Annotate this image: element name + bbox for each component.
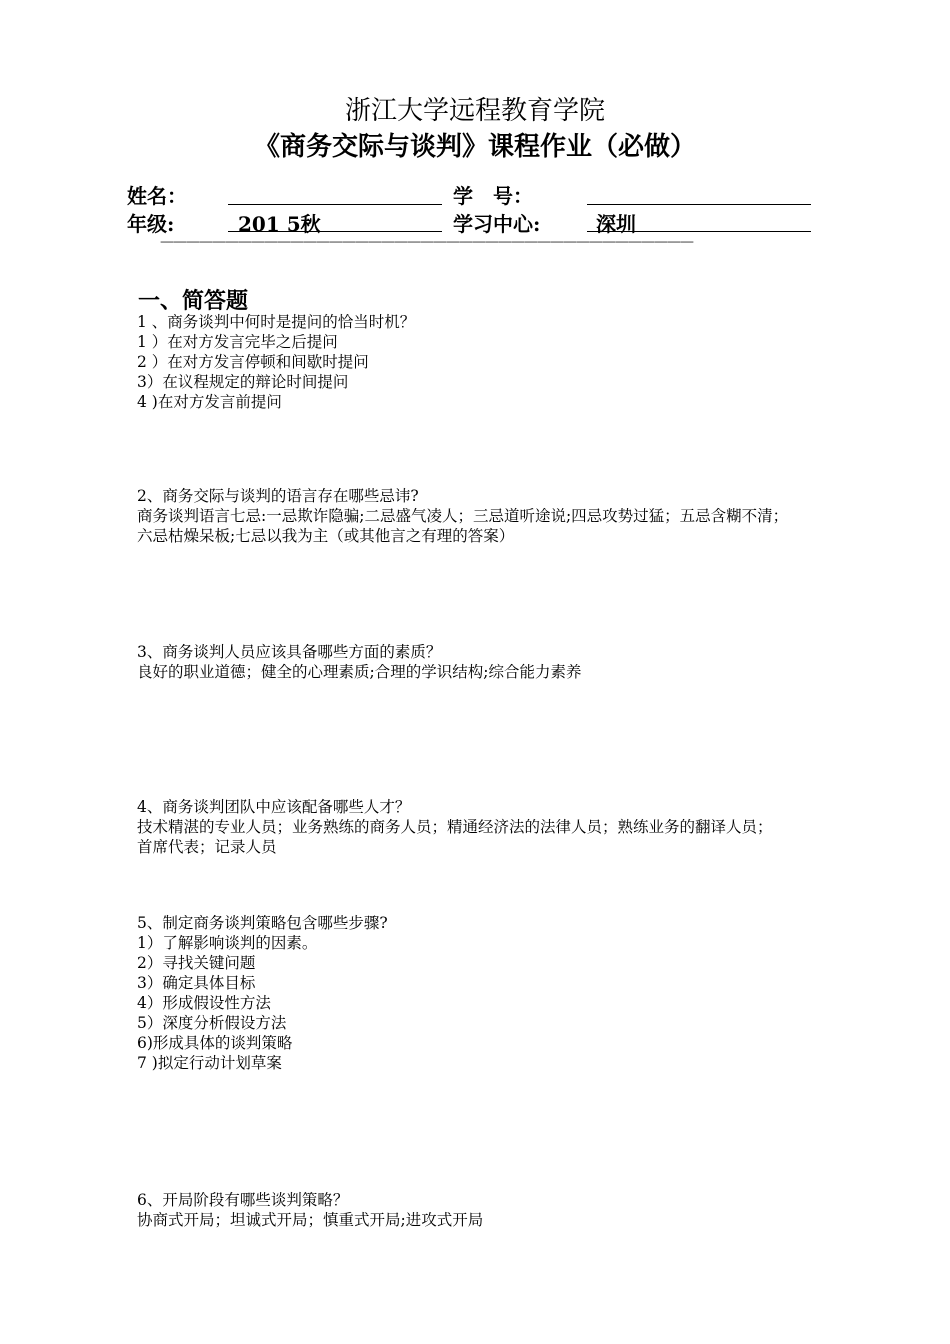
answer-line: 商务谈判语言七忌:一忌欺诈隐骗;二忌盛气凌人；三忌道听途说;四忌攻势过猛；五忌含糊不清； [137,507,789,525]
question-3 [137,642,581,682]
question-2 [137,486,788,546]
question-1 [137,312,415,412]
name-label: 姓名： [127,184,187,208]
question-text: 4、商务谈判团队中应该配备哪些人才？ [137,798,411,816]
answer-line: 2 ）在对方发言停顿和间歇时提问 [137,353,369,371]
answer-line: 1 ）在对方发言完毕之后提问 [137,333,338,351]
question-5 [137,913,388,1073]
answer-line: 4 )在对方发言前提问 [137,393,282,411]
question-text: 6、开局阶段有哪些谈判策略？ [137,1191,349,1209]
school-title: 浙江大学远程教育学院 [344,96,605,126]
student-id-underline [587,204,811,205]
answer-line: 4）形成假设性方法 [137,994,271,1012]
answer-line: 六忌枯燥呆板;七忌以我为主（或其他言之有理的答案） [137,527,515,545]
question-4 [137,797,773,857]
answer-line: 5）深度分析假设方法 [137,1014,287,1032]
answer-line: 协商式开局；坦诚式开局；慎重式开局;进攻式开局 [137,1211,484,1229]
answer-line: 6)形成具体的谈判策略 [137,1034,293,1052]
learning-center-label: 学习中心: [453,212,541,236]
answer-line: 3）在议程规定的辩论时间提问 [137,373,349,391]
student-id-label: 学 号： [453,184,533,208]
answer-line: 技术精湛的专业人员；业务熟练的商务人员；精通经济法的法律人员；熟练业务的翻译人员； [137,818,773,836]
grade-label: 年级: [127,212,175,236]
question-text: 3、商务谈判人员应该具备哪些方面的素质？ [137,643,442,661]
question-6 [137,1190,483,1230]
section-title: 一、简答题 [138,288,249,314]
separator-line: ————————————————————————————————————————— [160,234,693,250]
name-underline [228,204,442,205]
course-title: 《商务交际与谈判》课程作业（必做） [253,132,696,162]
question-text: 5、制定商务谈判策略包含哪些步骤? [137,914,388,932]
answer-line: 7 )拟定行动计划草案 [137,1054,282,1072]
answer-line: 3）确定具体目标 [137,974,256,992]
answer-line: 1）了解影响谈判的因素。 [137,934,318,952]
grade-value: 201 5秋 [238,212,321,236]
answer-line: 首席代表；记录人员 [137,838,277,856]
question-text: 1 、商务谈判中何时是提问的恰当时机？ [137,313,416,331]
answer-line: 2）寻找关键问题 [137,954,256,972]
question-text: 2、商务交际与谈判的语言存在哪些忌讳? [137,487,419,505]
answer-line: 良好的职业道德；健全的心理素质;合理的学识结构;综合能力素养 [137,663,582,681]
learning-center-value: 深圳 [596,212,636,236]
